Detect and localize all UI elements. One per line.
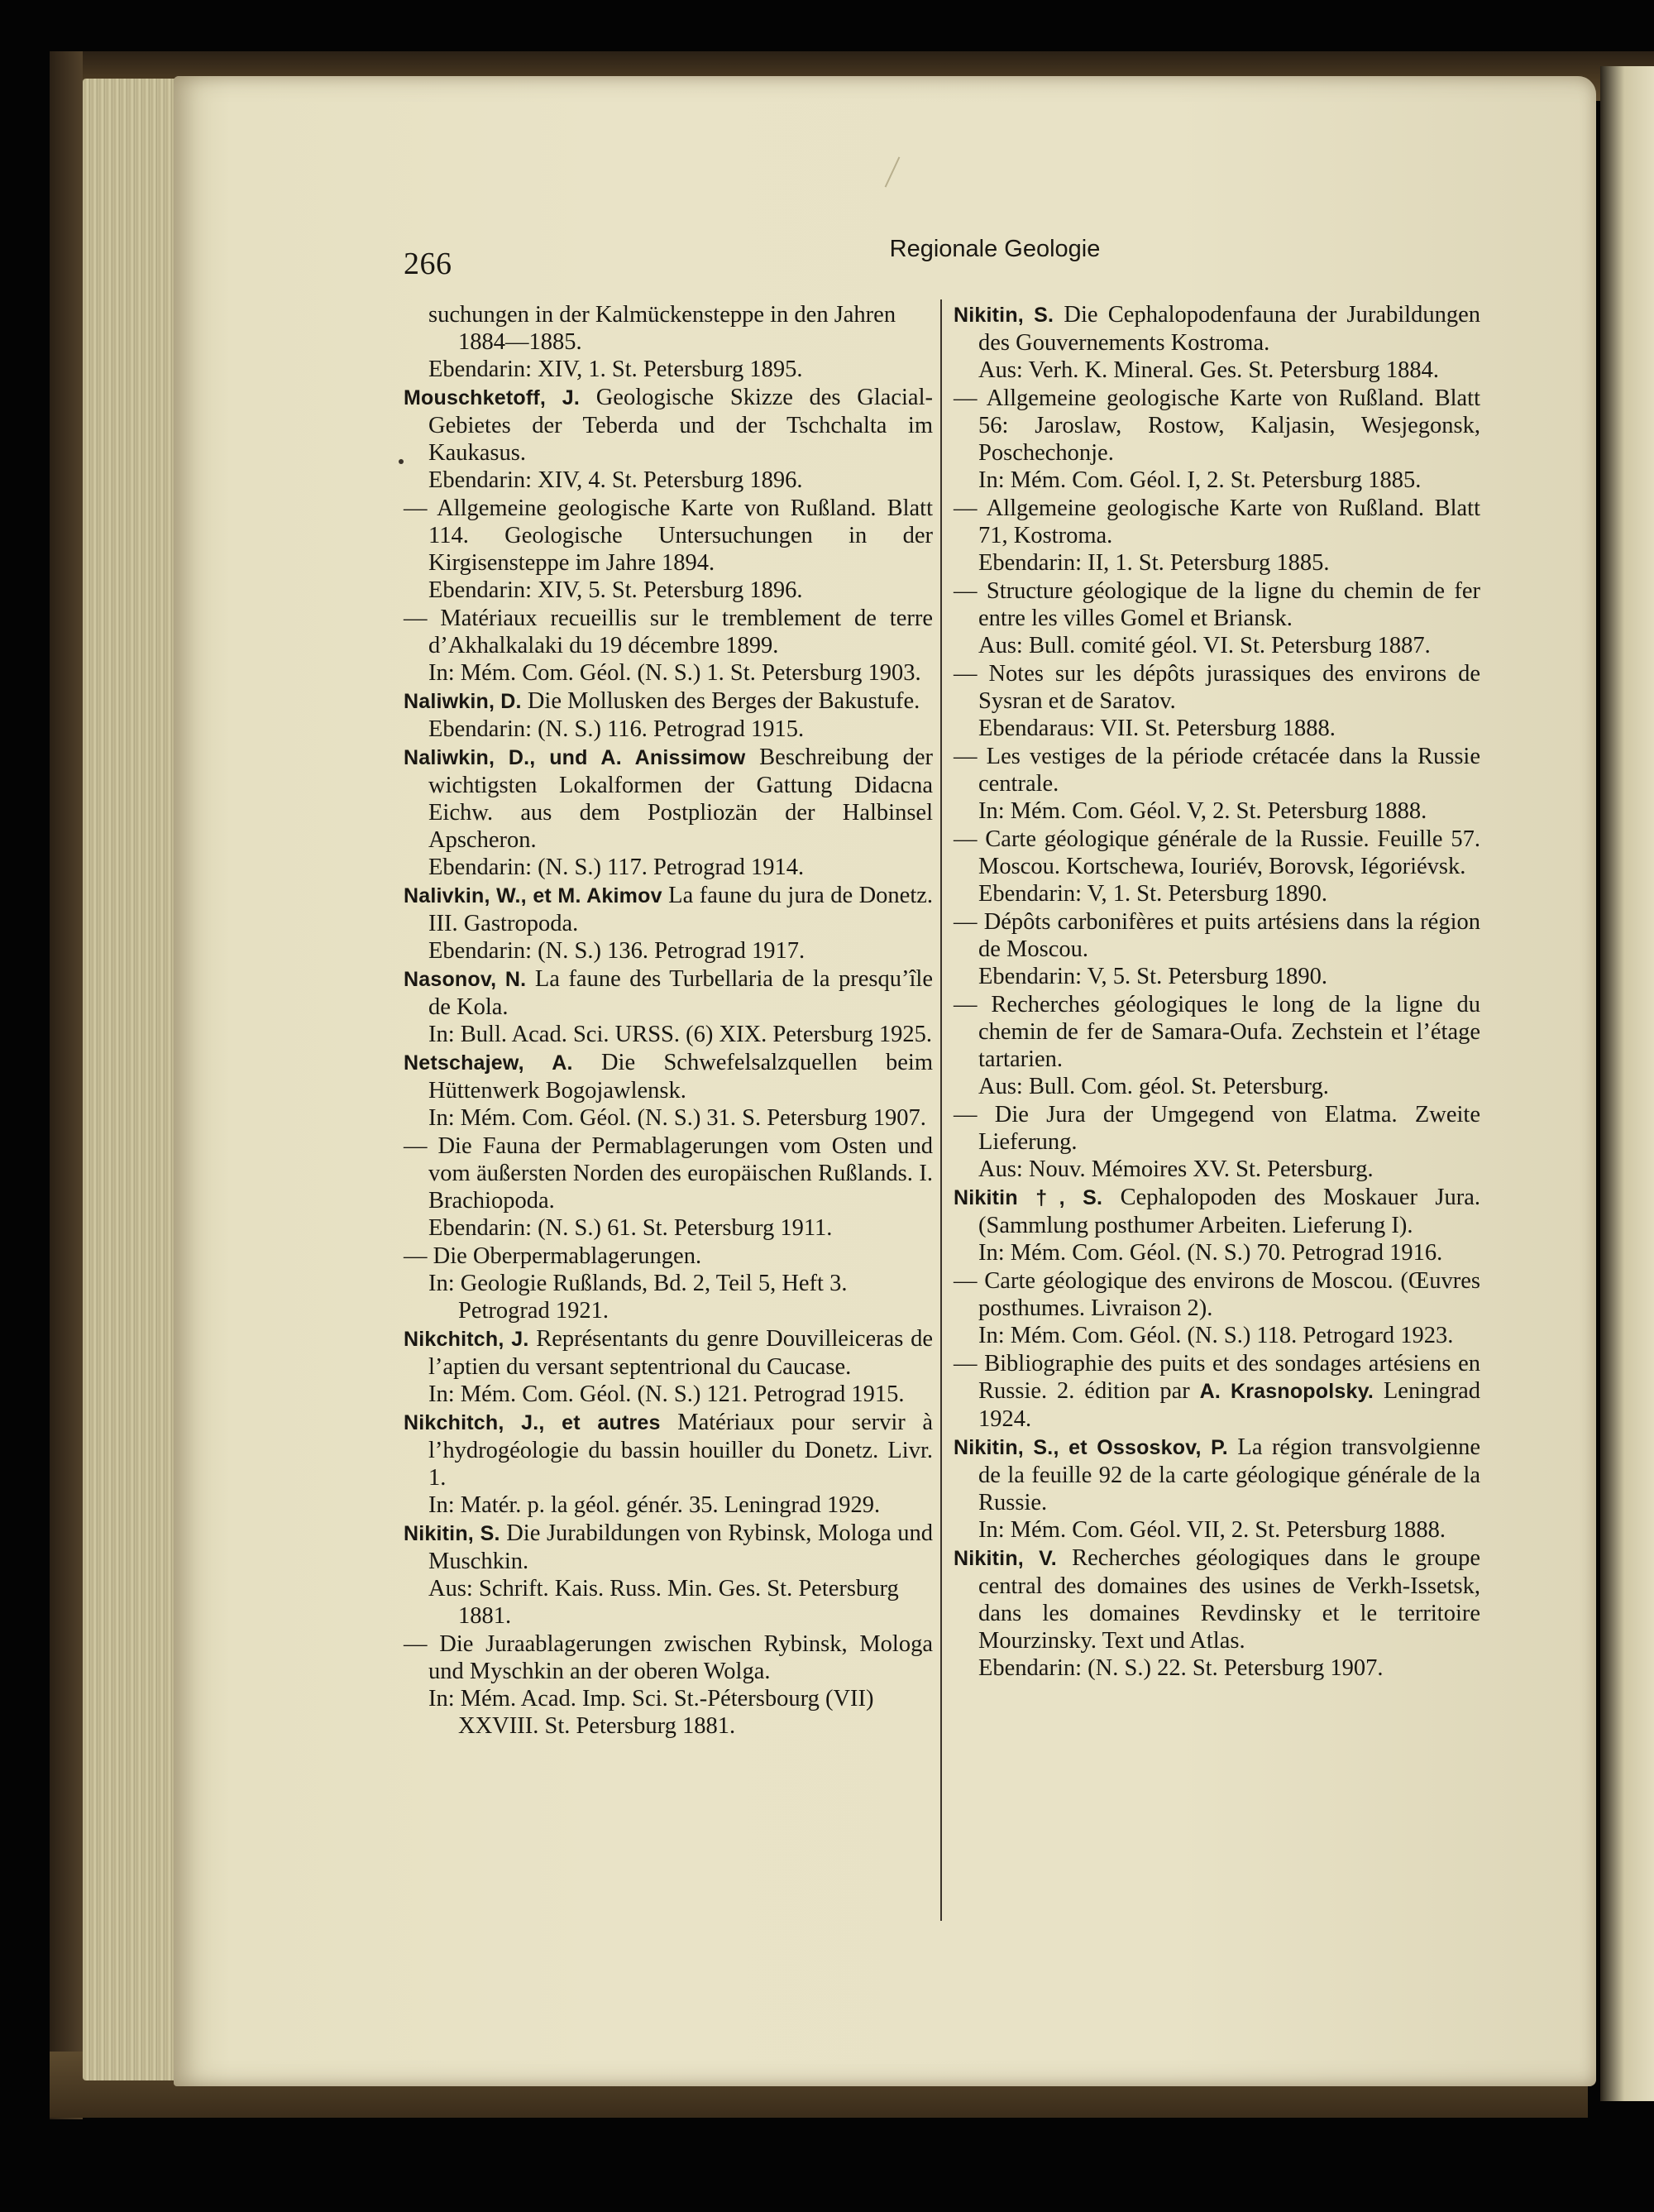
section-title: Regionale Geologie bbox=[889, 236, 1101, 262]
entry-main-line bbox=[404, 1242, 933, 1270]
entry-main-line bbox=[954, 1101, 1480, 1156]
entry-title: Die Cephalopodenfauna der Jurabildungen des Gouvernements Kostroma. bbox=[978, 302, 1480, 356]
entry-author: Netschajew, A. bbox=[404, 1051, 573, 1075]
entry-title: Allgemeine geologische Karte von Rußland. Blatt 71, Kostroma. bbox=[978, 496, 1480, 548]
entry-author: — bbox=[954, 744, 978, 769]
entry-author: Nalivkin, W., et M. Akimov bbox=[404, 884, 662, 907]
entry-main-line bbox=[404, 384, 933, 467]
entry-title: Allgemeine geologische Karte von Rußland. Blatt 114. Geologische Untersuchungen in der Kirgisensteppe im Jahre 1894. bbox=[428, 496, 933, 576]
entry-title: Allgemeine geologische Karte von Rußland. Blatt 56: Jaroslaw, Rostow, Kaljasin, Wesjegonsk, Poschechonje. bbox=[978, 385, 1480, 466]
entry-title: Structure géologique de la ligne du chemin de fer entre les villes Gomel et Briansk. bbox=[978, 578, 1480, 631]
entry-author: — bbox=[954, 661, 978, 687]
entry-title: Die Mollusken des Berges der Bakustufe. bbox=[527, 688, 920, 714]
entry-author: — bbox=[954, 1351, 978, 1377]
entry-main-line bbox=[954, 301, 1480, 357]
entry-author: Nikitin, S. bbox=[954, 304, 1054, 327]
entry-author: — bbox=[404, 606, 428, 631]
entry-main-line bbox=[954, 743, 1480, 797]
entry-main-line bbox=[954, 577, 1480, 632]
entry-main-line bbox=[404, 687, 933, 716]
bibliography-entry bbox=[954, 743, 1480, 825]
entry-title: suchungen in der Kalmückensteppe in den Jahren 1884—1885. bbox=[428, 302, 896, 355]
entry-title: La faune des Turbellaria de la presqu’île de Kola. bbox=[428, 966, 933, 1020]
entry-author: Nikitin †, S. bbox=[954, 1186, 1103, 1209]
entry-author: — bbox=[954, 909, 978, 935]
entry-source: Ebendarin: (N. S.) 136. Petrograd 1917. bbox=[428, 938, 805, 964]
entry-title: Die Jurabildungen von Rybinsk, Mologa und Muschkin. bbox=[428, 1520, 934, 1574]
bibliography-entry bbox=[954, 1184, 1480, 1266]
bibliography-entry bbox=[954, 908, 1480, 990]
bibliography-entry bbox=[404, 605, 933, 687]
right-column bbox=[954, 301, 1480, 1683]
bibliography-entry bbox=[954, 1544, 1480, 1682]
bibliography-entry bbox=[954, 826, 1480, 907]
entry-title-after: Leningrad 1924. bbox=[978, 1378, 1481, 1432]
entry-main-line bbox=[954, 495, 1480, 549]
entry-title: Les vestiges de la période crétacée dans la Russie centrale. bbox=[978, 744, 1480, 797]
bibliography-entry bbox=[954, 1350, 1480, 1433]
entry-main-line bbox=[404, 1520, 933, 1575]
entry-main-line bbox=[404, 1132, 933, 1214]
bibliography-entry bbox=[954, 660, 1480, 742]
entry-main-line bbox=[954, 1434, 1480, 1516]
entry-source: Ebendaraus: VII. St. Petersburg 1888. bbox=[978, 716, 1336, 741]
entry-main-line bbox=[954, 1267, 1480, 1322]
bibliography-entry bbox=[954, 577, 1480, 659]
entry-main-line bbox=[404, 1325, 933, 1381]
bibliography-entry bbox=[954, 1434, 1480, 1544]
entry-source: In: Mém. Com. Géol. I, 2. St. Petersburg 1885. bbox=[978, 467, 1422, 493]
entry-title: Carte géologique générale de la Russie. Feuille 57. Moscou. Kortschewa, Iouriév, Borovsk, Iégoriévsk. bbox=[978, 826, 1480, 879]
bibliography-entry bbox=[404, 1132, 933, 1242]
column-divider bbox=[940, 299, 942, 1921]
entry-main-line bbox=[404, 965, 933, 1021]
entry-main-line bbox=[954, 908, 1480, 963]
entry-source: Ebendarin: (N. S.) 61. St. Petersburg 1911. bbox=[428, 1215, 833, 1241]
entry-main-line bbox=[954, 1184, 1480, 1239]
entry-author: Naliwkin, D. bbox=[404, 690, 522, 713]
entry-author: Nikchitch, J. bbox=[404, 1328, 529, 1351]
entry-author: Nikitin, S. bbox=[404, 1522, 500, 1545]
bibliography-entry bbox=[404, 882, 933, 965]
entry-title: Matériaux recueillis sur le tremblement de terre d’Akhalkalaki du 19 décembre 1899. bbox=[428, 606, 933, 658]
entry-title: Die Schwefelsalzquellen beim Hüttenwerk Bogojawlensk. bbox=[428, 1050, 933, 1104]
entry-title: Die Jura der Umgegend von Elatma. Zweite Lieferung. bbox=[978, 1102, 1480, 1155]
entry-title: Geologische Skizze des Glacial-Gebietes der Teberda und der Tschchalta im Kaukasus. bbox=[428, 385, 933, 466]
entry-source: In: Mém. Com. Géol. (N. S.) 118. Petrogard 1923. bbox=[978, 1323, 1454, 1348]
bibliography-entry bbox=[954, 385, 1480, 494]
entry-main-line bbox=[404, 1630, 933, 1685]
entry-source: Ebendarin: (N. S.) 116. Petrograd 1915. bbox=[428, 716, 805, 742]
entry-source: In: Mém. Com. Géol. (N. S.) 70. Petrograd 1916. bbox=[978, 1240, 1443, 1266]
entry-source: Aus: Verh. K. Mineral. Ges. St. Petersburg 1884. bbox=[978, 357, 1440, 383]
entry-source: Aus: Bull. Com. géol. St. Petersburg. bbox=[978, 1074, 1329, 1099]
entry-source: Ebendarin: II, 1. St. Petersburg 1885. bbox=[978, 550, 1330, 576]
bibliography-entry bbox=[404, 1630, 933, 1740]
entry-main-line bbox=[404, 744, 933, 854]
entry-title: La région transvolgienne de la feuille 92 de la carte géologique générale de la Russie. bbox=[978, 1434, 1481, 1515]
entry-author: — bbox=[404, 1133, 428, 1159]
entry-source: Aus: Schrift. Kais. Russ. Min. Ges. St. Petersburg 1881. bbox=[428, 1576, 899, 1629]
entry-source: In: Mém. Com. Géol. V, 2. St. Petersburg 1888. bbox=[978, 798, 1427, 824]
bibliography-entry bbox=[404, 1520, 933, 1630]
entry-main-line bbox=[404, 1049, 933, 1104]
bibliography-entry bbox=[954, 1101, 1480, 1183]
entry-source: Ebendarin: (N. S.) 117. Petrograd 1914. bbox=[428, 855, 805, 880]
entry-author: — bbox=[954, 578, 978, 604]
entry-main-line bbox=[954, 991, 1480, 1073]
entry-title: Cephalopoden des Moskauer Jura. (Sammlung posthumer Arbeiten. Lieferung I). bbox=[978, 1185, 1480, 1238]
entry-main-line bbox=[954, 385, 1480, 467]
bibliography-entry bbox=[954, 495, 1480, 577]
bibliography-entry bbox=[404, 687, 933, 743]
entry-author: — bbox=[404, 496, 428, 521]
entry-title: Beschreibung der wichtigsten Lokalformen der Gattung Didacna Eichw. aus dem Postpliozän der Halbinsel Apscheron. bbox=[428, 745, 933, 853]
entry-source: Ebendarin: (N. S.) 22. St. Petersburg 1907. bbox=[978, 1655, 1384, 1681]
entry-title: Recherches géologiques dans le groupe central des domaines des usines de Verkh-Issetsk, dans les domaines Revdinsky et le territoire Mourzinsky. Text und Atlas. bbox=[978, 1545, 1481, 1654]
entry-author: Nikchitch, J., et autres bbox=[404, 1411, 661, 1434]
entry-source: In: Geologie Rußlands, Bd. 2, Teil 5, Heft 3. Petrograd 1921. bbox=[428, 1271, 848, 1324]
entry-main-line bbox=[404, 605, 933, 659]
entry-title: Die Juraablagerungen zwischen Rybinsk, Mologa und Myschkin an der oberen Wolga. bbox=[428, 1631, 933, 1684]
entry-source: In: Mém. Com. Géol. (N. S.) 121. Petrograd 1915. bbox=[428, 1381, 905, 1407]
entry-author: — bbox=[404, 1631, 428, 1657]
entry-main-line bbox=[954, 1544, 1480, 1654]
entry-title: Recherches géologiques le long de la ligne du chemin de fer de Samara-Oufa. Zechstein et l’étage tartarien. bbox=[978, 992, 1480, 1072]
entry-author: Mouschketoff, J. bbox=[404, 386, 581, 409]
bibliography-entry bbox=[954, 301, 1480, 384]
entry-main-line bbox=[404, 882, 933, 937]
entry-author: — bbox=[954, 992, 978, 1017]
bibliography-entry bbox=[404, 1325, 933, 1408]
entry-title: La faune du jura de Donetz. III. Gastropoda. bbox=[428, 883, 934, 936]
entry-source: In: Bull. Acad. Sci. URSS. (6) XIX. Petersburg 1925. bbox=[428, 1022, 933, 1047]
entry-author: — bbox=[954, 1268, 978, 1294]
bibliography-entry bbox=[404, 965, 933, 1048]
entry-title: Carte géologique des environs de Moscou. (Œuvres posthumes. Livraison 2). bbox=[978, 1268, 1480, 1321]
entry-main-line bbox=[954, 1350, 1480, 1433]
bibliography-entry bbox=[404, 384, 933, 494]
left-column bbox=[404, 301, 933, 1740]
entry-source: Ebendarin: XIV, 1. St. Petersburg 1895. bbox=[428, 357, 803, 382]
entry-author: — bbox=[404, 1243, 428, 1269]
entry-source: In: Mém. Com. Géol. (N. S.) 31. S. Petersburg 1907. bbox=[428, 1105, 926, 1131]
entry-source: In: Mém. Com. Géol. VII, 2. St. Petersburg 1888. bbox=[978, 1517, 1446, 1543]
entry-source: Aus: Nouv. Mémoires XV. St. Petersburg. bbox=[978, 1156, 1374, 1182]
bibliography-entry bbox=[954, 1267, 1480, 1349]
entry-title: Notes sur les dépôts jurassiques des environs de Sysran et de Saratov. bbox=[978, 661, 1480, 714]
entry-source: In: Mém. Com. Géol. (N. S.) 1. St. Petersburg 1903. bbox=[428, 660, 921, 686]
entry-source: In: Mém. Acad. Imp. Sci. St.-Pétersbourg (VII) XXVIII. St. Petersburg 1881. bbox=[428, 1686, 874, 1739]
bibliography-entry bbox=[404, 495, 933, 604]
entry-author: — bbox=[954, 826, 978, 852]
entry-author: — bbox=[954, 496, 978, 521]
entry-author: Naliwkin, D., und A. Anissimow bbox=[404, 746, 746, 769]
book-cover-left-edge bbox=[50, 51, 83, 2119]
entry-title: Matériaux pour servir à l’hydrogéologie du bassin houiller du Donetz. Livr. 1. bbox=[428, 1410, 934, 1491]
facing-page-edge bbox=[1600, 66, 1654, 2101]
bibliography-entry bbox=[404, 301, 933, 383]
entry-title: Représentants du genre Douvilleiceras de l’aptien du versant septentrional du Caucase. bbox=[428, 1326, 933, 1380]
bibliography-entry bbox=[404, 1049, 933, 1132]
entry-title: Bibliographie des puits et des sondages artésiens en Russie. 2. édition par bbox=[978, 1351, 1480, 1404]
entry-source: Ebendarin: V, 1. St. Petersburg 1890. bbox=[978, 881, 1327, 907]
entry-main-line bbox=[954, 660, 1480, 715]
entry-editor: A. Krasnopolsky. bbox=[1199, 1380, 1374, 1403]
entry-author: Nikitin, V. bbox=[954, 1547, 1057, 1570]
entry-source: Aus: Bull. comité géol. VI. St. Petersburg 1887. bbox=[978, 633, 1431, 658]
entry-main-line bbox=[954, 826, 1480, 880]
bibliography-entry bbox=[404, 744, 933, 881]
entry-author: — bbox=[954, 385, 978, 411]
entry-title: Die Oberpermablagerungen. bbox=[433, 1243, 702, 1269]
bibliography-entry bbox=[404, 1409, 933, 1519]
bibliography-entry bbox=[954, 991, 1480, 1100]
entry-author: — bbox=[954, 1102, 978, 1128]
entry-source: Ebendarin: V, 5. St. Petersburg 1890. bbox=[978, 964, 1327, 989]
entry-author: Nasonov, N. bbox=[404, 968, 527, 991]
page-number: 266 bbox=[404, 247, 452, 281]
bibliography-entry bbox=[404, 1242, 933, 1324]
entry-main-line bbox=[404, 495, 933, 577]
entry-source: Ebendarin: XIV, 4. St. Petersburg 1896. bbox=[428, 467, 803, 493]
entry-main-line bbox=[404, 1409, 933, 1491]
running-head bbox=[404, 236, 1437, 281]
entry-source: Ebendarin: XIV, 5. St. Petersburg 1896. bbox=[428, 577, 803, 603]
entry-title: Die Fauna der Permablagerungen vom Osten und vom äußersten Norden des europäischen Rußlands. I. Brachiopoda. bbox=[428, 1133, 934, 1214]
entry-source: In: Matér. p. la géol. génér. 35. Leningrad 1929. bbox=[428, 1492, 881, 1518]
entry-author: Nikitin, S., et Ossoskov, P. bbox=[954, 1436, 1228, 1459]
entry-main-line bbox=[404, 301, 933, 356]
entry-title: Dépôts carbonifères et puits artésiens dans la région de Moscou. bbox=[978, 909, 1480, 962]
